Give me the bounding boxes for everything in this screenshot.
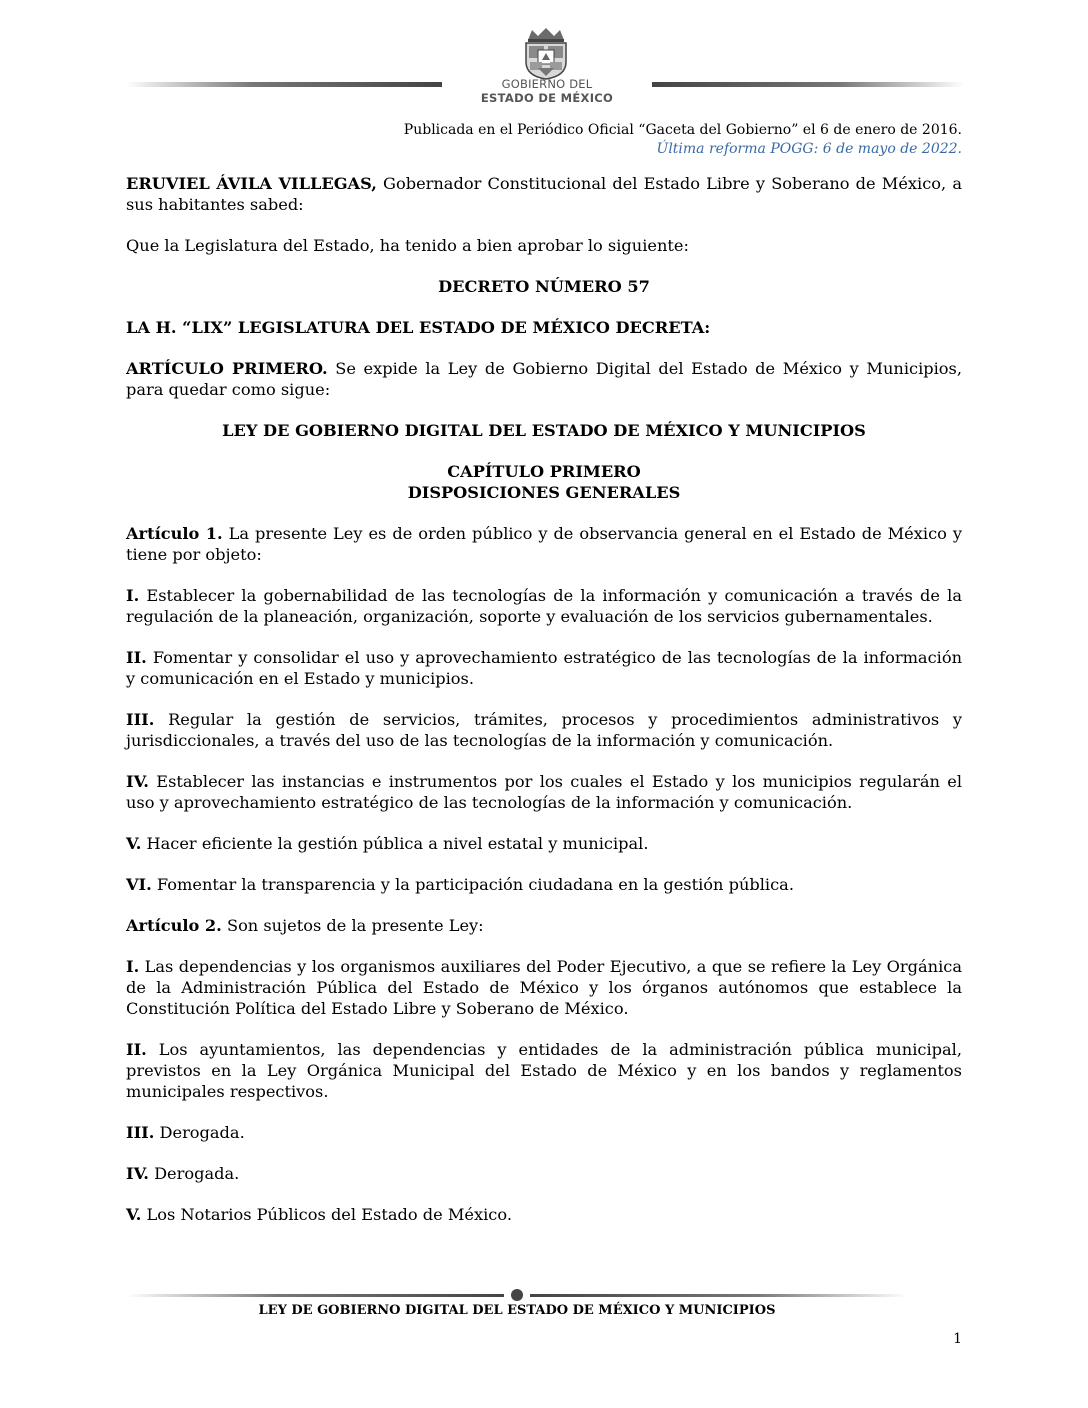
item-number: V. bbox=[126, 834, 142, 853]
article-1-label: Artículo 1. bbox=[126, 524, 223, 543]
law-title: LEY DE GOBIERNO DIGITAL DEL ESTADO DE MÉXICO Y MUNICIPIOS bbox=[222, 421, 866, 440]
article-1-item bbox=[126, 771, 962, 813]
decree-heading: LA H. “LIX” LEGISLATURA DEL ESTADO DE MÉXICO DECRETA: bbox=[126, 318, 711, 337]
item-number: VI. bbox=[126, 875, 152, 894]
footer-rule-left bbox=[126, 1294, 504, 1297]
governor-text: Gobernador Constitucional del Estado Libre y Soberano de México, a sus habitantes sabed: bbox=[126, 174, 962, 214]
last-reform-line: Última reforma POGG: 6 de mayo de 2022. bbox=[656, 141, 962, 157]
article-1-text: La presente Ley es de orden público y de observancia general en el Estado de México y tiene por objeto: bbox=[126, 524, 962, 564]
gov-line-2: ESTADO DE MÉXICO bbox=[480, 91, 614, 105]
item-number: II. bbox=[126, 648, 147, 667]
article-2-intro bbox=[126, 915, 962, 936]
article-1-item bbox=[126, 833, 962, 854]
item-text: Los ayuntamientos, las dependencias y entidades de la administración pública municipal, previstos en la Ley Orgánica Municipal del Estado de México y en los bandos y reglamentos municipales respectivos. bbox=[126, 1040, 962, 1101]
article-1-item bbox=[126, 709, 962, 751]
article-first-text: Se expide la Ley de Gobierno Digital del Estado de México y Municipios, para quedar como sigue: bbox=[126, 359, 962, 399]
item-text: Los Notarios Públicos del Estado de México. bbox=[141, 1205, 512, 1224]
item-number: III. bbox=[126, 1123, 155, 1142]
article-first-label: ARTÍCULO PRIMERO. bbox=[126, 359, 328, 378]
government-logo-text bbox=[462, 78, 632, 105]
article-first bbox=[126, 358, 962, 400]
item-text: Establecer la gobernabilidad de las tecnologías de la información y comunicación a través de la regulación de la planeación, organización, soporte y evaluación de los servicios gubernamentales. bbox=[126, 586, 962, 626]
header-rule-right bbox=[652, 82, 964, 87]
item-number: II. bbox=[126, 1040, 147, 1059]
governor-paragraph bbox=[126, 173, 962, 215]
page-number: 1 bbox=[953, 1331, 962, 1347]
footer-law-title: LEY DE GOBIERNO DIGITAL DEL ESTADO DE MÉXICO Y MUNICIPIOS bbox=[258, 1303, 776, 1318]
document-body bbox=[126, 173, 962, 1225]
item-text: Las dependencias y los organismos auxiliares del Poder Ejecutivo, a que se refiere la Ley Orgánica de la Administración Pública del Estado de México y los órganos autónomos que establece la Constitución Política del Estado Libre y Soberano de México. bbox=[126, 957, 962, 1018]
item-number: IV. bbox=[126, 772, 149, 791]
item-text: Fomentar la transparencia y la participación ciudadana en la gestión pública. bbox=[151, 875, 794, 894]
article-1-intro bbox=[126, 523, 962, 565]
chapter-number: CAPÍTULO PRIMERO bbox=[447, 462, 641, 481]
coat-of-arms-icon bbox=[516, 26, 576, 80]
article-2-item bbox=[126, 1122, 962, 1143]
item-number: I. bbox=[126, 957, 140, 976]
gov-line-1: GOBIERNO DEL bbox=[501, 77, 593, 91]
governor-name: ERUVIEL ÁVILA VILLEGAS, bbox=[126, 174, 377, 193]
item-text: Derogada. bbox=[148, 1164, 240, 1183]
item-text: Regular la gestión de servicios, trámites, procesos y procedimientos administrativos y jurisdiccionales, a través del uso de las tecnologías de la información y comunicación. bbox=[126, 710, 962, 750]
item-text: Hacer eficiente la gestión pública a nivel estatal y municipal. bbox=[141, 834, 649, 853]
item-number: III. bbox=[126, 710, 155, 729]
article-2-item bbox=[126, 956, 962, 1019]
header-rule-left bbox=[126, 82, 442, 87]
item-text: Derogada. bbox=[154, 1123, 245, 1142]
legislature-paragraph: Que la Legislatura del Estado, ha tenido a bien aprobar lo siguiente: bbox=[126, 236, 689, 255]
article-2-item bbox=[126, 1204, 962, 1225]
item-text: Establecer las instancias e instrumentos por los cuales el Estado y los municipios regularán el uso y aprovechamiento estratégico de las tecnologías de la información y comunicación. bbox=[126, 772, 962, 812]
published-line: Publicada en el Periódico Oficial “Gaceta del Gobierno” el 6 de enero de 2016. bbox=[403, 122, 962, 138]
article-2-label: Artículo 2. bbox=[126, 916, 222, 935]
item-number: IV. bbox=[126, 1164, 149, 1183]
item-text: Fomentar y consolidar el uso y aprovechamiento estratégico de las tecnologías de la información y comunicación en el Estado y municipios. bbox=[126, 648, 962, 688]
footer-rule-right bbox=[530, 1294, 908, 1297]
article-2-item bbox=[126, 1039, 962, 1102]
article-2-text: Son sujetos de la presente Ley: bbox=[221, 916, 484, 935]
item-number: V. bbox=[126, 1205, 142, 1224]
article-2-item bbox=[126, 1163, 962, 1184]
item-number: I. bbox=[126, 586, 140, 605]
article-1-item bbox=[126, 585, 962, 627]
footer-dot-icon bbox=[511, 1289, 523, 1301]
chapter-name: DISPOSICIONES GENERALES bbox=[407, 483, 681, 502]
page-header bbox=[0, 22, 1088, 114]
publication-info bbox=[404, 121, 962, 159]
article-1-item bbox=[126, 647, 962, 689]
decree-number: DECRETO NÚMERO 57 bbox=[438, 277, 650, 296]
article-1-item bbox=[126, 874, 962, 895]
